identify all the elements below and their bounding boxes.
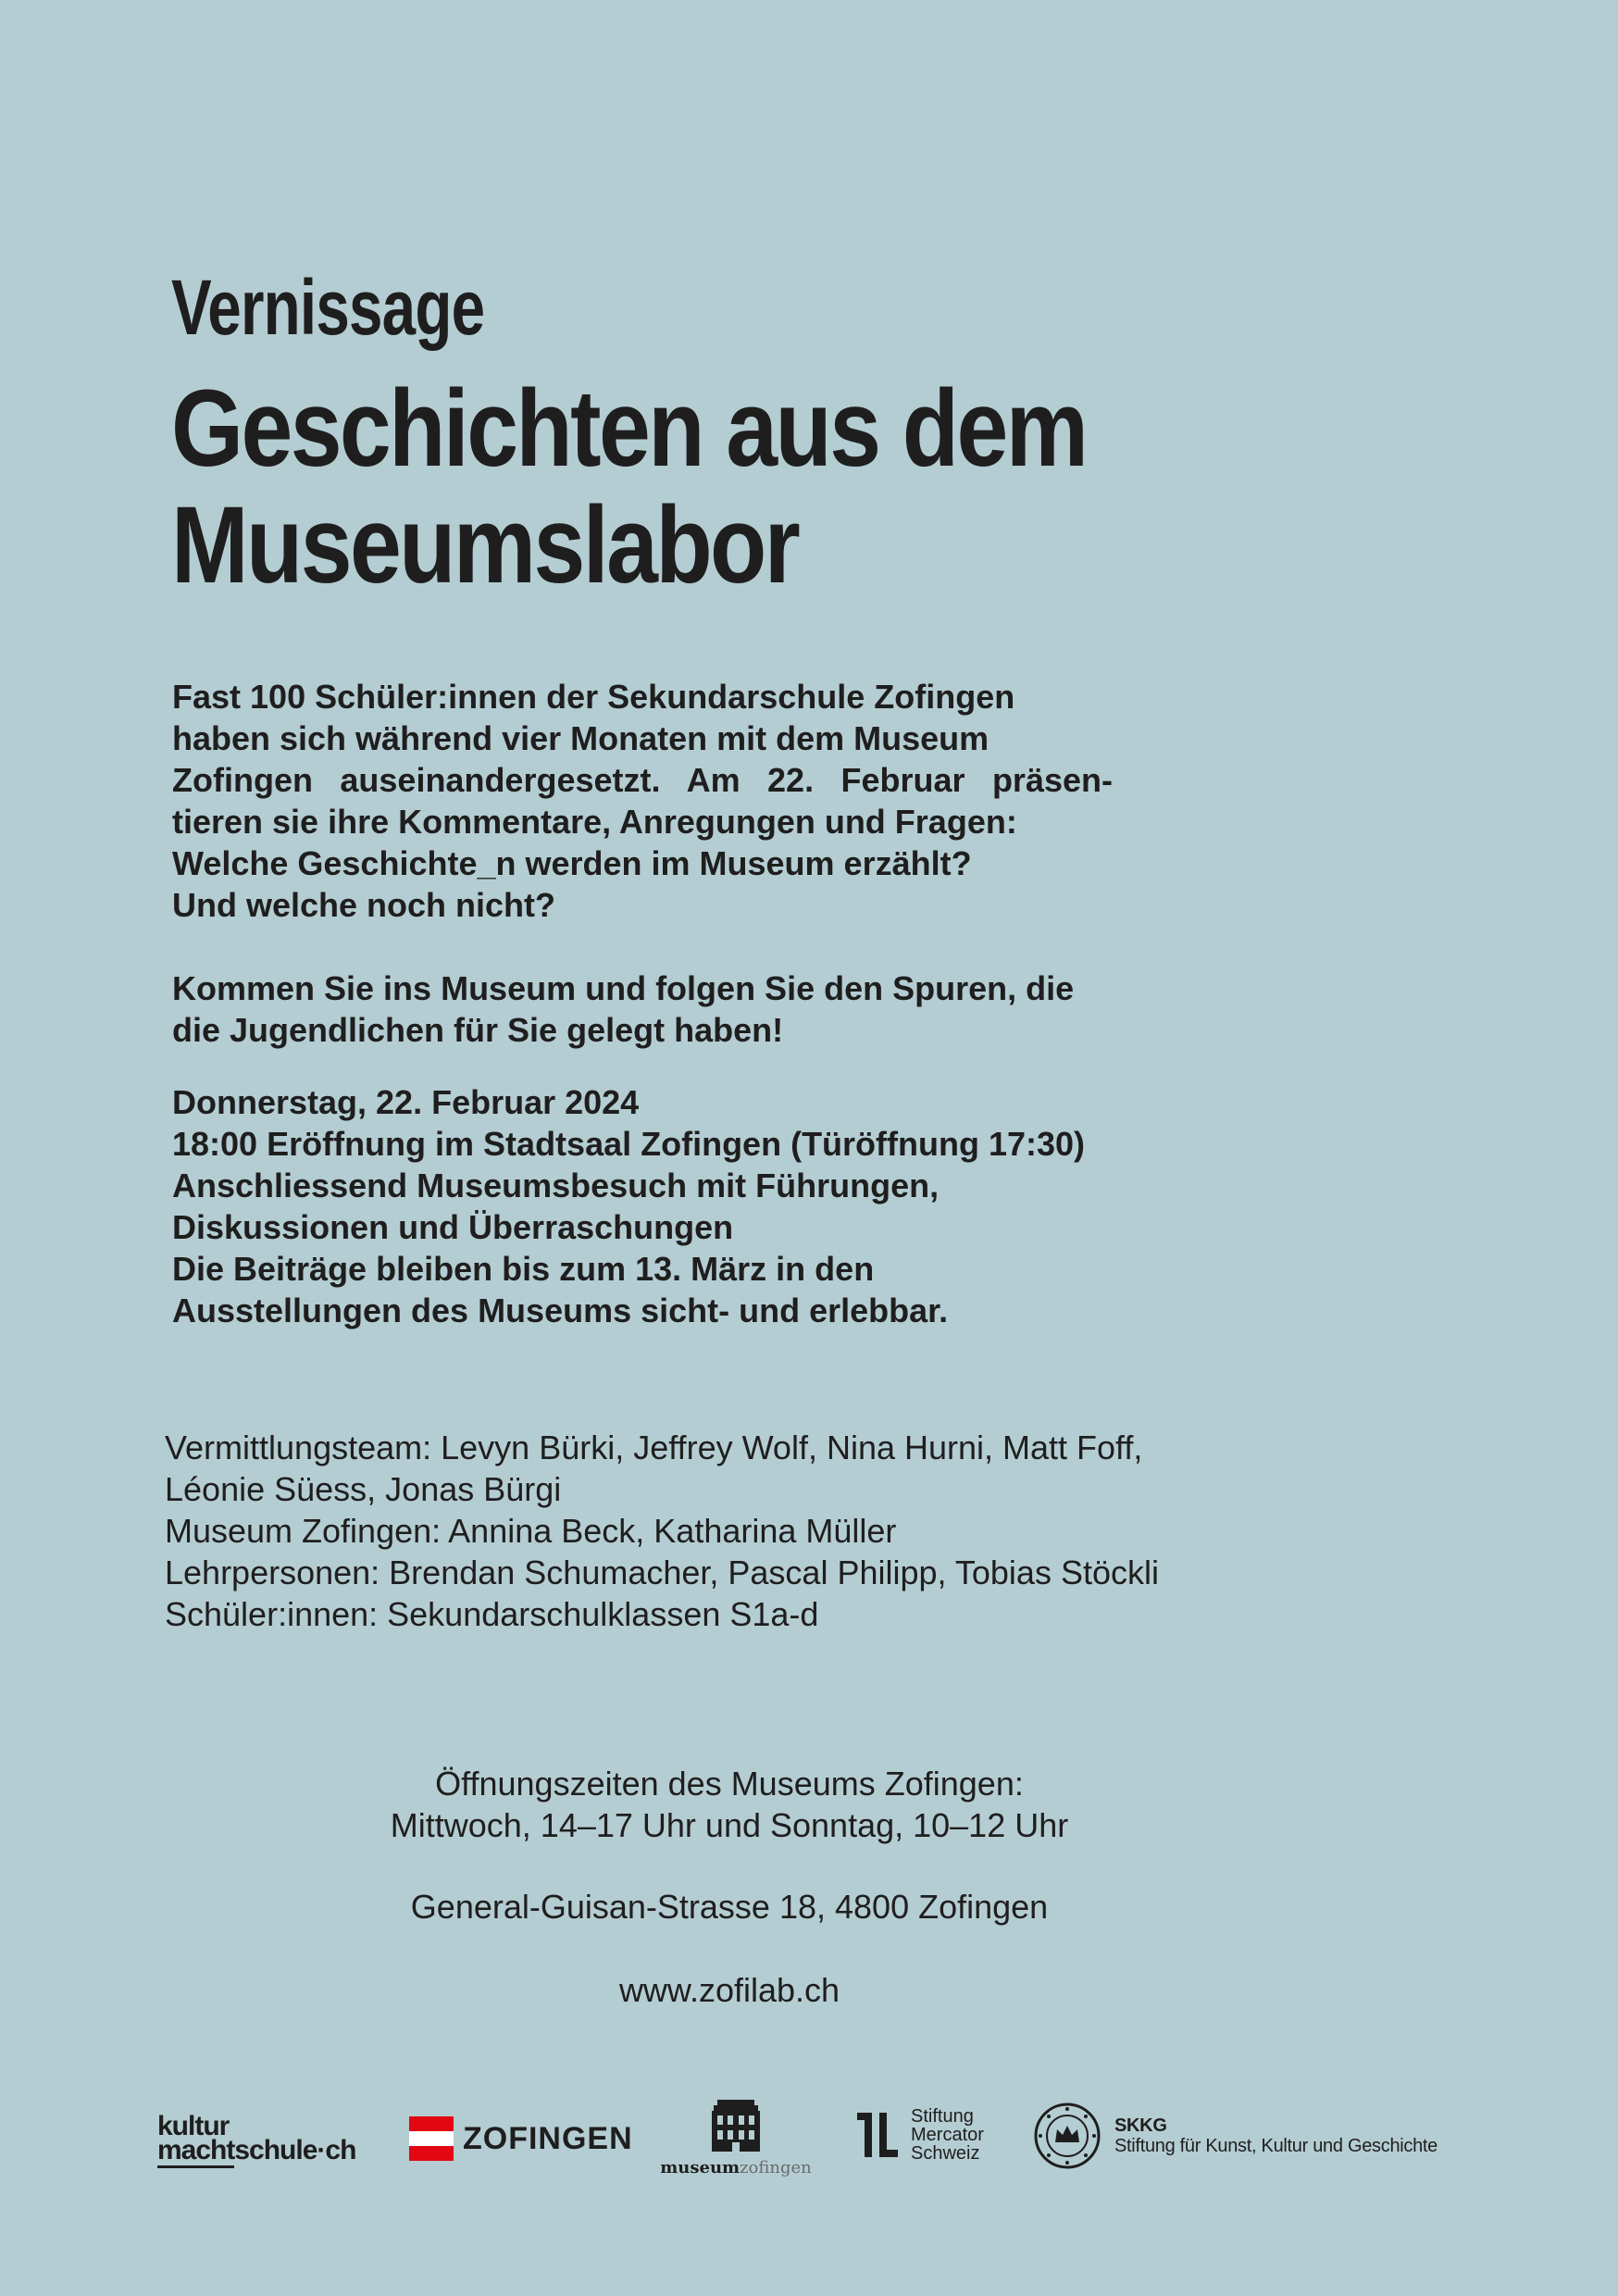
title-line: Museumslabor — [171, 484, 799, 606]
opening-hours — [0, 1763, 1459, 1846]
stiftung-mercator-logo: Stiftung Mercator Schweiz — [853, 2107, 984, 2163]
credits-line: Léonie Süess, Jonas Bürgi — [165, 1470, 562, 1508]
website-link[interactable]: www.zofilab.ch — [618, 1971, 840, 2009]
zofingen-logo: ZOFINGEN — [409, 2116, 633, 2161]
event-line: Die Beiträge bleiben bis zum 13. März in den — [172, 1250, 875, 1288]
museum-zofingen-logo: museumzofingen — [659, 2100, 813, 2177]
credits-line: Museum Zofingen: Annina Beck, Katharina Müller — [165, 1512, 897, 1550]
zofingen-flag-icon — [409, 2116, 454, 2161]
address: General-Guisan-Strasse 18, 4800 Zofingen — [410, 1888, 1049, 1926]
event-line: 18:00 Eröffnung im Stadtsaal Zofingen (Türöffnung 17:30) — [172, 1125, 1086, 1163]
event-line: Ausstellungen des Museums sicht- und erlebbar. — [172, 1292, 949, 1329]
invitation-paragraph — [172, 967, 1153, 1051]
title-line: Geschichten aus dem — [171, 368, 1087, 490]
intro-line: Welche Geschichte_n werden im Museum erzählt? — [172, 844, 972, 882]
invitation-line: Kommen Sie ins Museum und folgen Sie den Spuren, die — [172, 969, 1075, 1007]
event-kicker: Vernissage — [171, 264, 485, 351]
intro-line: Zofingen auseinandergesetzt. Am 22. Februar präsen- — [172, 761, 1113, 799]
event-details — [172, 1081, 1153, 1331]
kulturmachtschule-logo: kultur machtschule·ch — [157, 2115, 355, 2163]
intro-line: Fast 100 Schüler:innen der Sekundarschule Zofingen — [172, 678, 1015, 716]
museum-building-icon — [710, 2100, 762, 2153]
credits — [165, 1427, 1159, 1635]
event-date: Donnerstag, 22. Februar 2024 — [172, 1083, 640, 1121]
intro-paragraph — [172, 676, 1113, 926]
skkg-seal-icon — [1033, 2102, 1101, 2170]
credits-line: Schüler:innen: Sekundarschulklassen S1a-d — [165, 1595, 819, 1633]
intro-line: haben sich während vier Monaten mit dem Museum — [172, 719, 989, 757]
hours-line: Öffnungszeiten des Museums Zofingen: — [435, 1765, 1024, 1803]
hours-line: Mittwoch, 14–17 Uhr und Sonntag, 10–12 Uhr — [390, 1806, 1069, 1844]
event-line: Diskussionen und Überraschungen — [172, 1208, 734, 1246]
mercator-mark-icon — [853, 2109, 902, 2161]
sponsor-logos — [0, 2083, 1618, 2194]
event-line: Anschliessend Museumsbesuch mit Führungen, — [172, 1167, 940, 1204]
credits-line: Vermittlungsteam: Levyn Bürki, Jeffrey Wolf, Nina Hurni, Matt Foff, — [165, 1429, 1143, 1466]
credits-line: Lehrpersonen: Brendan Schumacher, Pascal Philipp, Tobias Stöckli — [165, 1554, 1159, 1591]
poster-title — [171, 370, 1086, 604]
invitation-line: die Jugendlichen für Sie gelegt haben! — [172, 1011, 784, 1049]
intro-line: tieren sie ihre Kommentare, Anregungen und Fragen: — [172, 803, 1017, 841]
intro-line: Und welche noch nicht? — [172, 886, 556, 924]
skkg-logo: SKKG Stiftung für Kunst, Kultur und Geschichte — [1033, 2102, 1438, 2170]
